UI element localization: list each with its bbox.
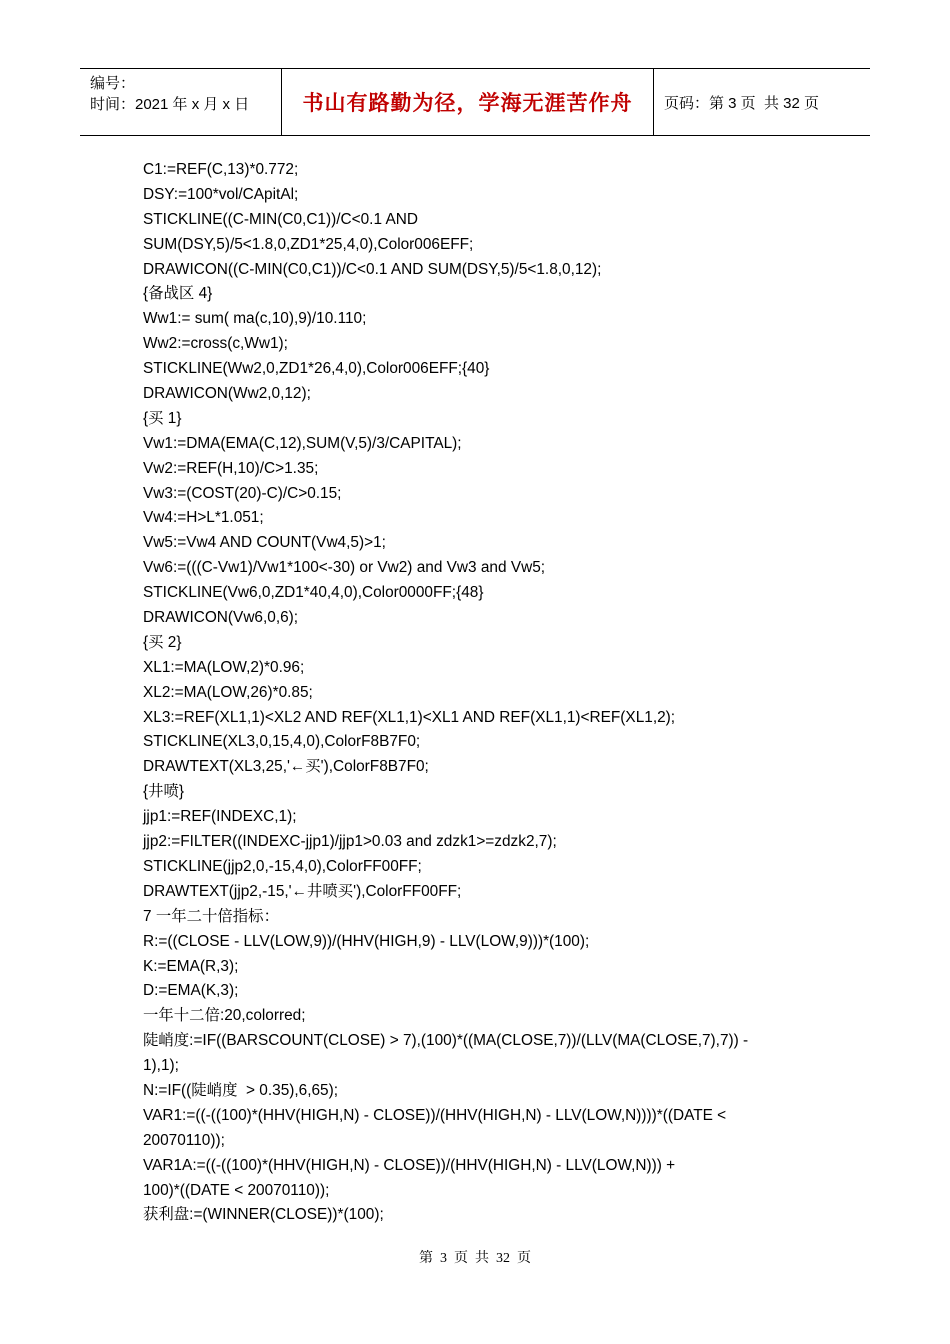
code-line: STICKLINE((C-MIN(C0,C1))/C<0.1 AND	[143, 210, 418, 228]
code-line: STICKLINE(jjp2,0,-15,4,0),ColorFF00FF;	[143, 857, 422, 875]
code-line: 1),1);	[143, 1057, 179, 1075]
code-line: XL2:=MA(LOW,26)*0.85;	[143, 683, 313, 701]
code-line: {井喷}	[143, 783, 185, 801]
code-line: DRAWTEXT(jjp2,-15,'←井喷买'),ColorFF00FF;	[143, 882, 462, 900]
code-line: Vw3:=(COST(20)-C)/C>0.15;	[143, 484, 342, 502]
code-line: STICKLINE(XL3,0,15,4,0),ColorF8B7F0;	[143, 733, 421, 751]
code-line: 20070110));	[143, 1131, 225, 1149]
code-line: R:=((CLOSE - LLV(LOW,9))/(HHV(HIGH,9) - LLV(LOW,9)))*(100);	[143, 932, 590, 950]
code-line: DRAWTEXT(XL3,25,'←买'),ColorF8B7F0;	[143, 758, 429, 776]
code-line: 一年十二倍:20,colorred;	[143, 1007, 306, 1025]
code-line: 100)*((DATE < 20070110));	[143, 1181, 330, 1199]
code-line: DSY:=100*vol/CApitAl;	[143, 185, 299, 203]
code-line: Vw4:=H>L*1.051;	[143, 509, 264, 527]
code-line: K:=EMA(R,3);	[143, 957, 239, 975]
code-line: Vw6:=(((C-Vw1)/Vw1*100<-30) or Vw2) and Vw3 and Vw5;	[143, 559, 546, 577]
code-line: Ww1:= sum( ma(c,10),9)/10.110;	[143, 310, 367, 328]
page-footer: 第 3 页 共 32 页	[419, 1251, 531, 1266]
page-header	[80, 68, 870, 136]
code-line: N:=IF((陡峭度 > 0.35),6,65);	[143, 1081, 339, 1099]
header-meta	[80, 69, 282, 135]
code-line: STICKLINE(Vw6,0,ZD1*40,4,0),Color0000FF;{48}	[143, 584, 484, 602]
formula-code-body	[143, 158, 823, 1228]
code-line: Ww2:=cross(c,Ww1);	[143, 335, 288, 353]
code-line: DRAWICON(Vw6,0,6);	[143, 609, 299, 627]
code-line: Vw2:=REF(H,10)/C>1.35;	[143, 459, 319, 477]
code-line: C1:=REF(C,13)*0.772;	[143, 161, 299, 178]
code-line: DRAWICON(Ww2,0,12);	[143, 385, 311, 403]
code-line: DRAWICON((C-MIN(C0,C1))/C<0.1 AND SUM(DSY,5)/5<1.8,0,12);	[143, 260, 602, 278]
code-line: 陡峭度:=IF((BARSCOUNT(CLOSE) > 7),(100)*((MA(CLOSE,7))/(LLV(MA(CLOSE,7),7)) -	[143, 1032, 749, 1050]
code-line: VAR1A:=((-((100)*(HHV(HIGH,N) - CLOSE))/(HHV(HIGH,N) - LLV(LOW,N))) +	[143, 1156, 676, 1174]
code-line: D:=EMA(K,3);	[143, 982, 239, 1000]
code-line: STICKLINE(Ww2,0,ZD1*26,4,0),Color006EFF;{40}	[143, 360, 490, 378]
code-line: VAR1:=((-((100)*(HHV(HIGH,N) - CLOSE))/(HHV(HIGH,N) - LLV(LOW,N))))*((DATE <	[143, 1106, 727, 1124]
code-line: XL1:=MA(LOW,2)*0.96;	[143, 658, 305, 676]
code-line: {买 2}	[143, 633, 182, 651]
code-line: Vw1:=DMA(EMA(C,12),SUM(V,5)/3/CAPITAL);	[143, 434, 462, 452]
code-line: 7 一年二十倍指标：	[143, 907, 279, 925]
code-line: {备战区 4}	[143, 285, 213, 303]
code-line: {买 1}	[143, 409, 182, 427]
code-line: 获利盘:=(WINNER(CLOSE))*(100);	[143, 1206, 384, 1224]
document-date: 时间：2021 年 x 月 x 日	[90, 96, 250, 113]
code-line: Vw5:=Vw4 AND COUNT(Vw4,5)>1;	[143, 534, 386, 552]
code-line: SUM(DSY,5)/5<1.8,0,ZD1*25,4,0),Color006EFF;	[143, 235, 474, 253]
code-line: jjp1:=REF(INDEXC,1);	[143, 808, 297, 826]
code-line: jjp2:=FILTER((INDEXC-jjp1)/jjp1>0.03 and zdzk1>=zdzk2,7);	[143, 833, 557, 851]
code-line: XL3:=REF(XL1,1)<XL2 AND REF(XL1,1)<XL1 AND REF(XL1,1)<REF(XL1,2);	[143, 708, 676, 726]
header-page-info: 页码：第 3 页 共 32 页	[664, 94, 820, 112]
document-number-label: 编号：	[90, 75, 136, 92]
header-motto: 书山有路勤为径，学海无涯苦作舟	[282, 69, 654, 135]
